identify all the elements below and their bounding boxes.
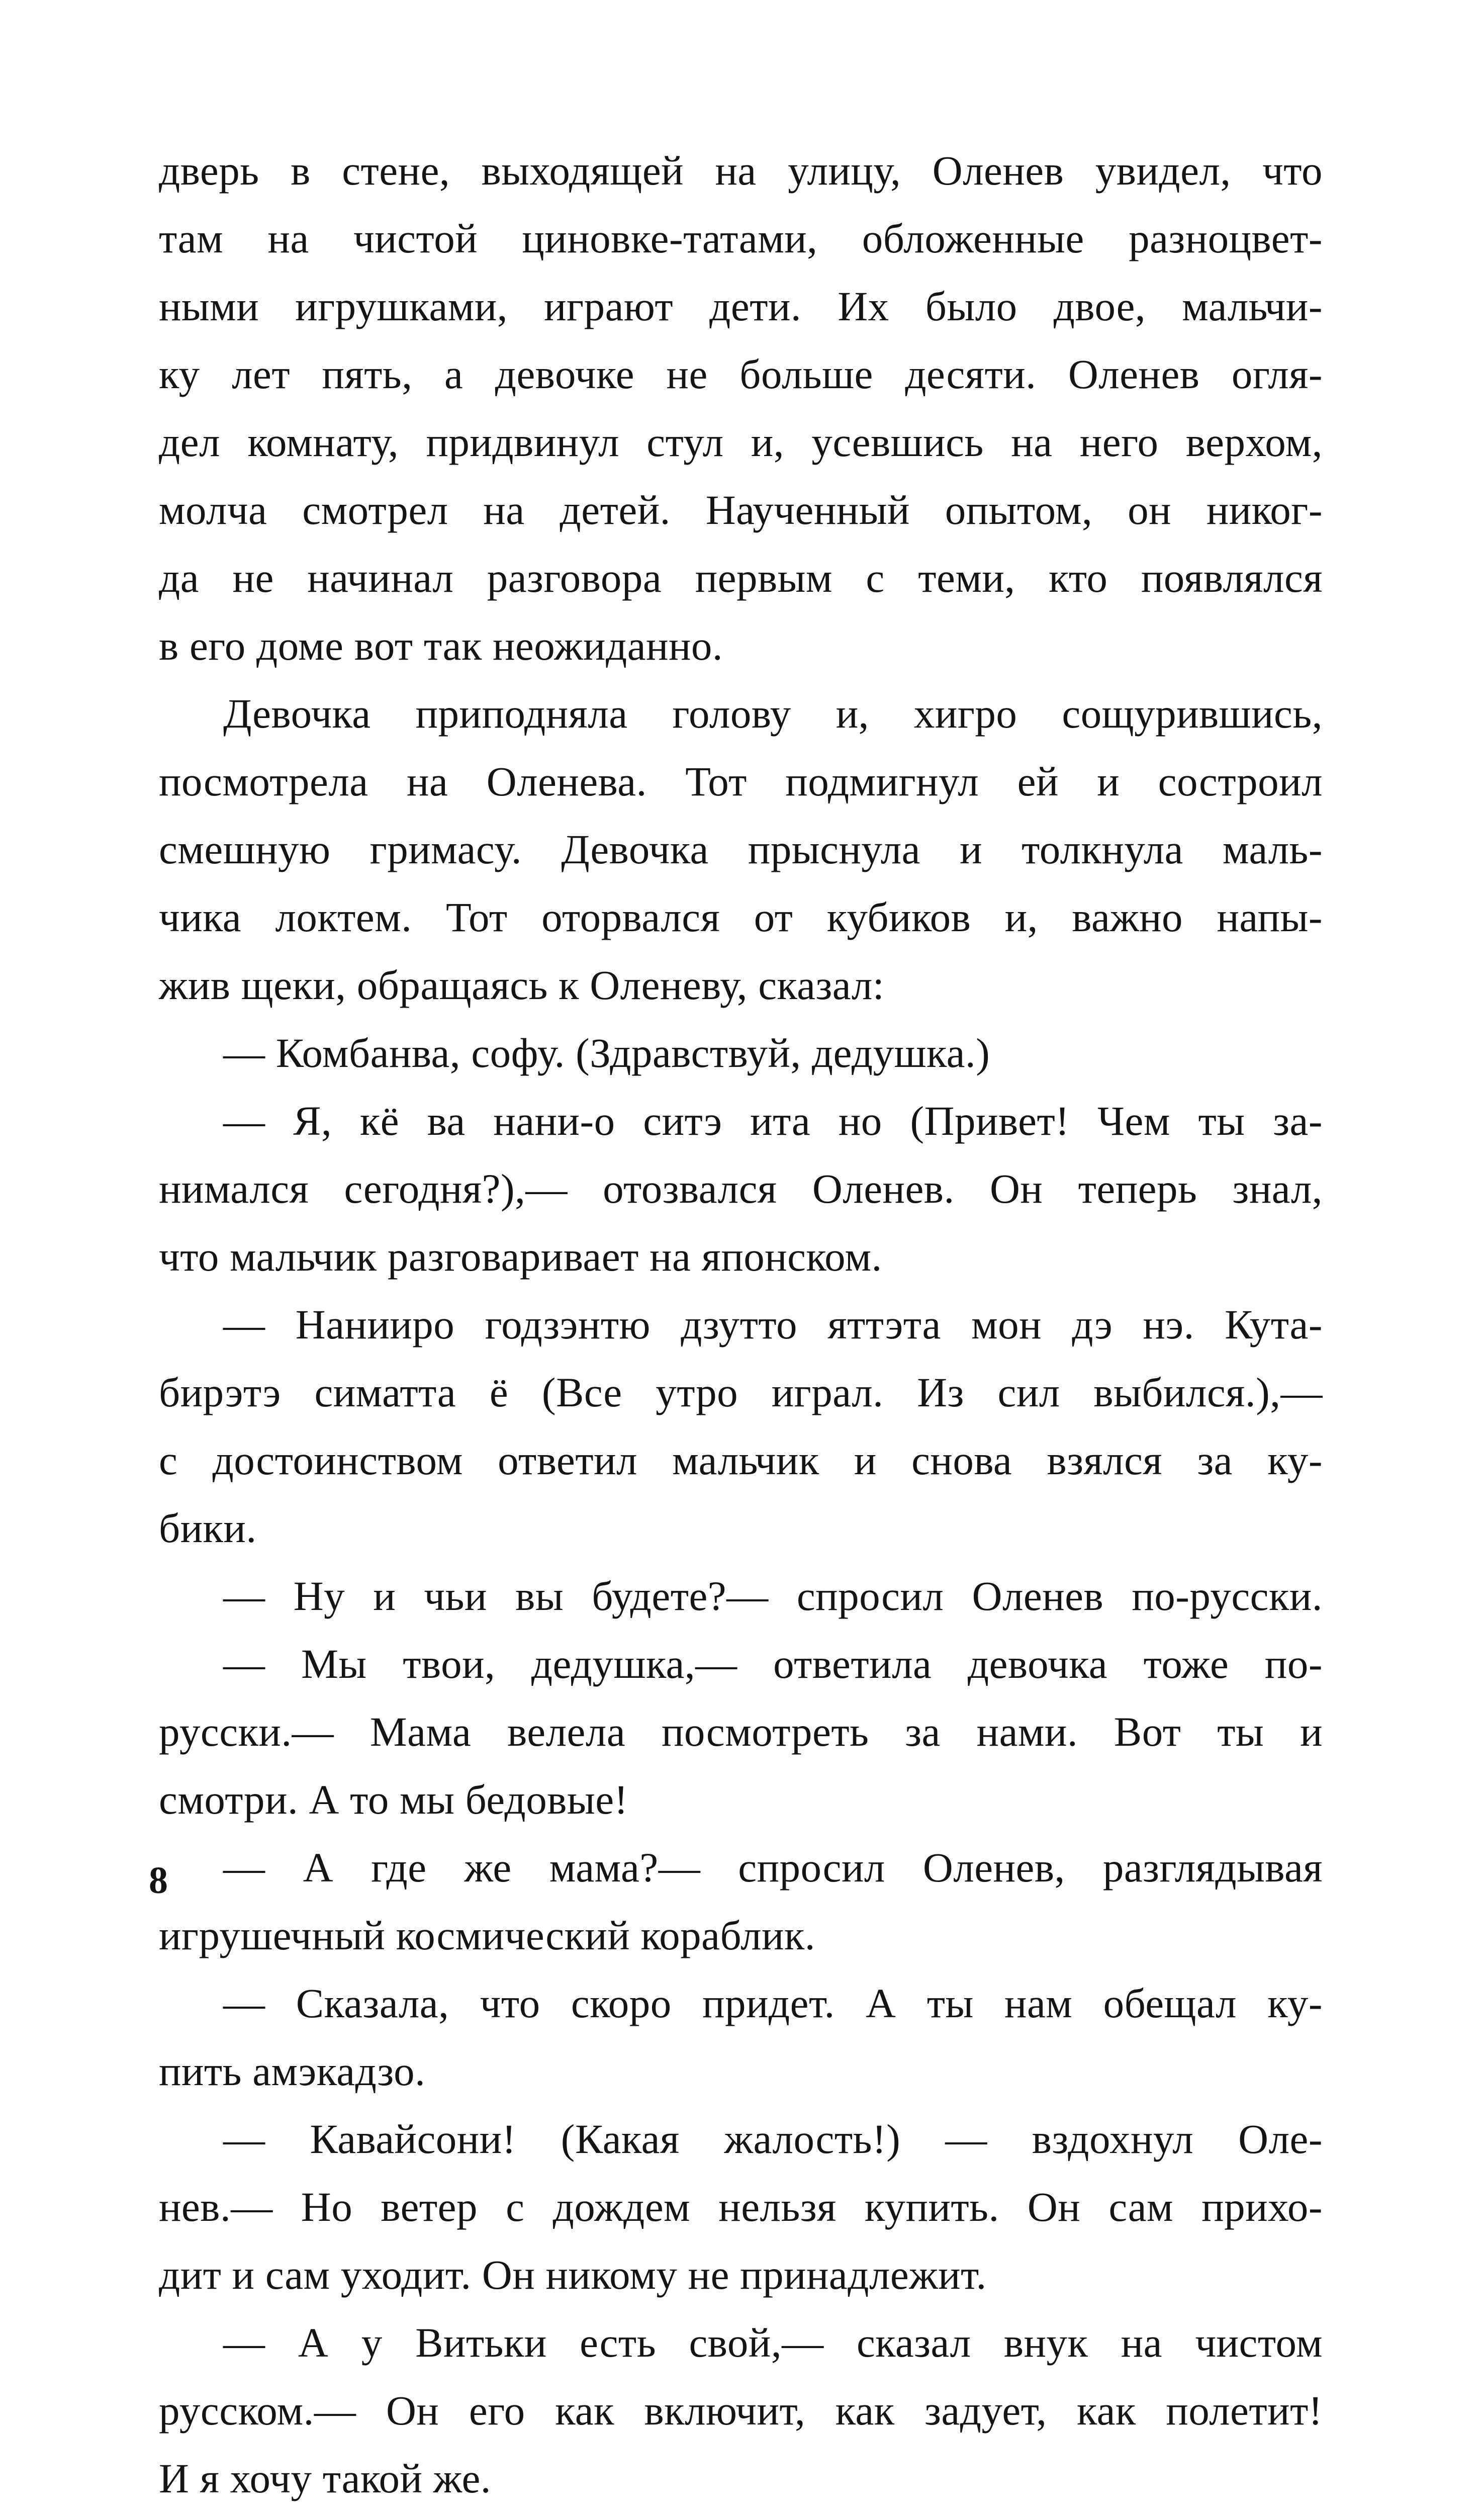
text-line: бирэтэ симатта ё (Все утро играл. Из сил выбился.),— — [159, 1369, 1323, 1415]
text-line: смешную гримасу. Девочка прыснула и толкнула маль- — [159, 826, 1323, 872]
text-line: нимался сегодня?),— отозвался Оленев. Он теперь знал, — [159, 1165, 1323, 1212]
text-line: бики. — [159, 1505, 257, 1551]
text-line: русски.— Мама велела посмотреть за нами. Вот ты и — [159, 1709, 1323, 1755]
text-line: да не начинал разговора первым с теми, кто появлялся — [159, 555, 1323, 601]
dialogue-line: — А где же мама?— спросил Оленев, разглядывая — [223, 1844, 1323, 1891]
text-line: дверь в стене, выходящей на улицу, Оленев увидел, что — [159, 147, 1323, 194]
text-line: русском.— Он его как включит, как задует, как полетит! — [159, 2387, 1323, 2434]
body-text — [159, 137, 1323, 2514]
dialogue-line: — Нанииро годзэнтю дзутто яттэта мон дэ нэ. Кута- — [223, 1301, 1323, 1348]
text-line: что мальчик разговаривает на японском. — [159, 1233, 882, 1280]
paragraph-first-line: Девочка приподняла голову и, хигро сощурившись, — [223, 690, 1323, 737]
text-line: жив щеки, обращаясь к Оленеву, сказал: — [159, 962, 885, 1008]
dialogue-line: — Комбанва, софу. (Здравствуй, дедушка.) — [223, 1030, 990, 1076]
dialogue-line: — Я, кё ва нани-о ситэ ита но (Привет! Чем ты за- — [223, 1098, 1323, 1144]
dialogue-line: — Сказала, что скоро придет. А ты нам обещал ку- — [223, 1980, 1323, 2026]
dialogue-line: — А у Витьки есть свой,— сказал внук на чистом — [223, 2319, 1323, 2366]
text-line: дел комнату, придвинул стул и, усевшись на него верхом, — [159, 419, 1323, 465]
text-line: с достоинством ответил мальчик и снова взялся за ку- — [159, 1437, 1323, 1483]
text-line: нев.— Но ветер с дождем нельзя купить. Он сам прихо- — [159, 2184, 1323, 2230]
text-line: молча смотрел на детей. Наученный опытом, он никог- — [159, 487, 1323, 533]
text-line: смотри. А то мы бедовые! — [159, 1776, 628, 1823]
text-line: там на чистой циновке-татами, обложенные разноцвет- — [159, 215, 1323, 261]
dialogue-line: — Ну и чьи вы будете?— спросил Оленев по-русски. — [223, 1573, 1323, 1619]
dialogue-line — [159, 2512, 1323, 2514]
text-line: в его доме вот так неожиданно. — [159, 622, 723, 669]
text-line: пить амэкадзо. — [159, 2048, 426, 2094]
text-line: ку лет пять, а девочке не больше десяти. Оленев огля- — [159, 351, 1323, 397]
dialogue-line: — Мы твои, дедушка,— ответила девочка тоже по- — [223, 1641, 1323, 1687]
text-line: игрушечный космический кораблик. — [159, 1912, 816, 1958]
dialogue-line: — Кавайсони! (Какая жалость!) — вздохнул Оле- — [223, 2116, 1323, 2162]
text-line: посмотрела на Оленева. Тот подмигнул ей и состроил — [159, 758, 1323, 804]
page-number: 8 — [149, 1859, 168, 1902]
text-line: дит и сам уходит. Он никому не принадлежит. — [159, 2252, 987, 2298]
text-line: чика локтем. Тот оторвался от кубиков и, важно напы- — [159, 894, 1323, 940]
text-line: И я хочу такой же. — [159, 2455, 492, 2501]
text-line: ными игрушками, играют дети. Их было двое, мальчи- — [159, 283, 1323, 329]
